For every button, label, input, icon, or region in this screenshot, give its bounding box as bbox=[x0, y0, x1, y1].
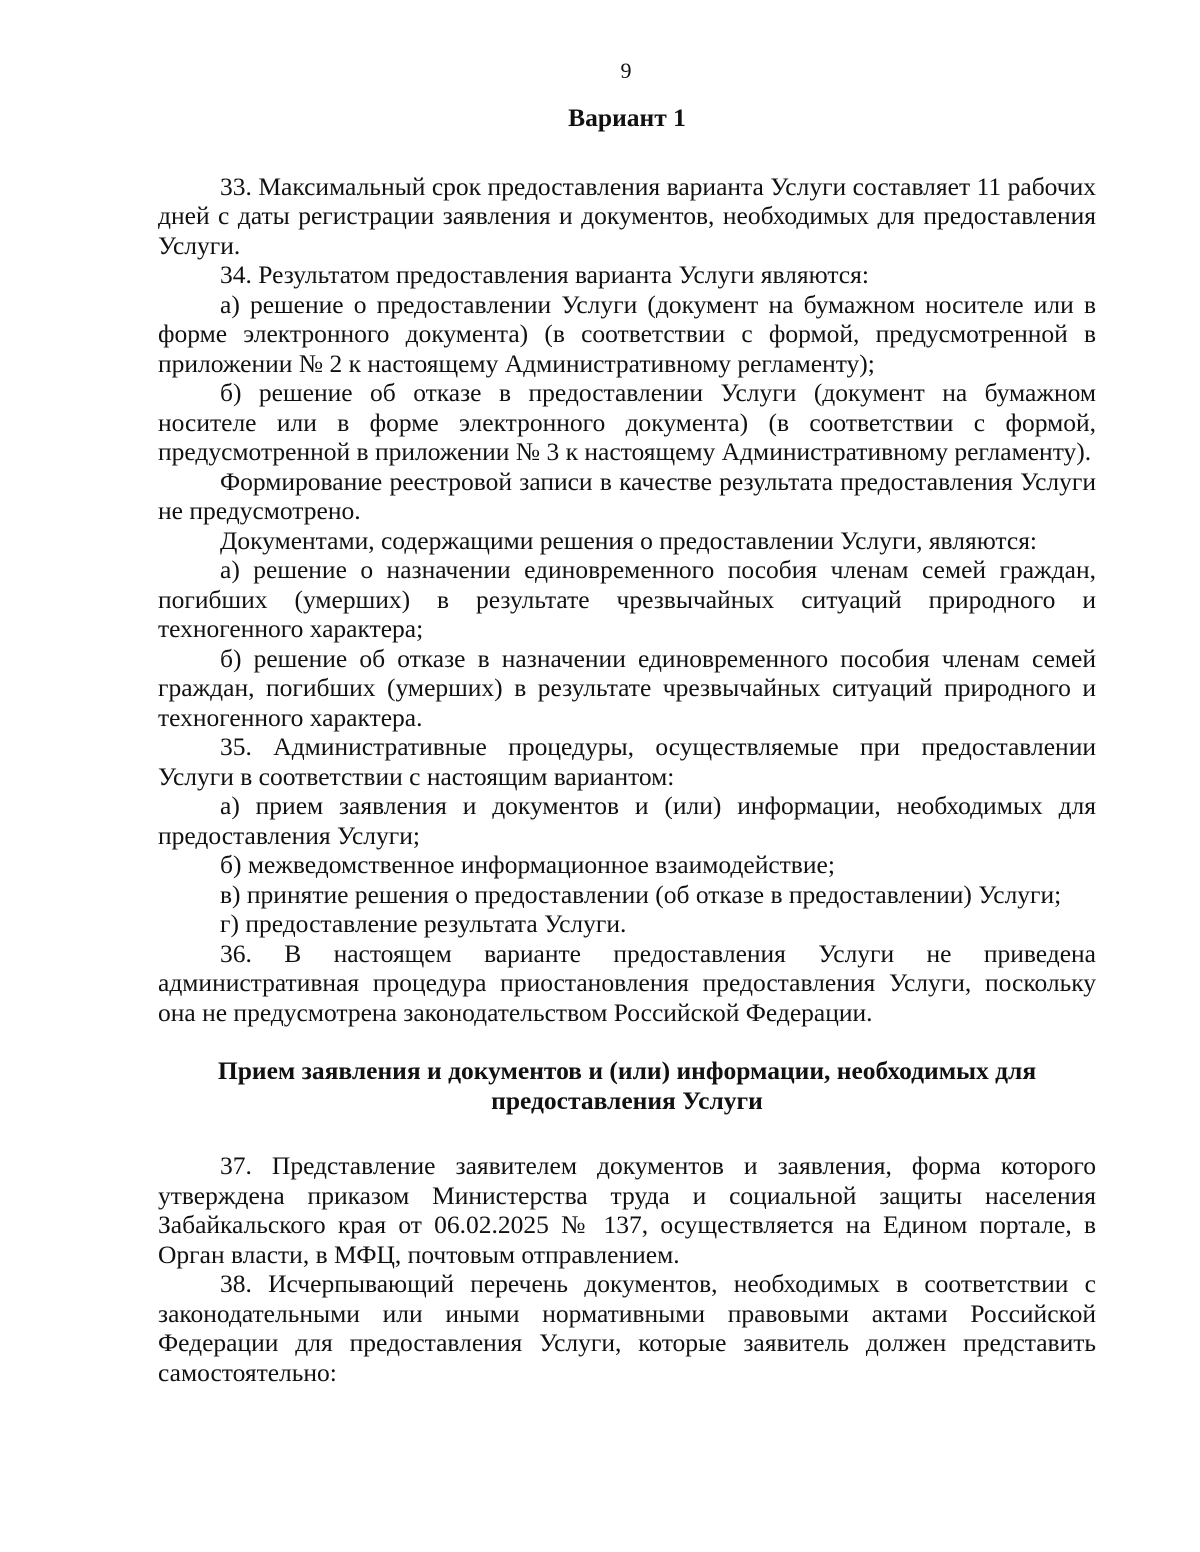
paragraph-35-d: г) предоставление результата Услуги. bbox=[220, 909, 627, 938]
paragraph-34-a: а) решение о предоставлении Услуги (документ на бумажном носителе или в форме электронного документа) (в соответствии с формой, предусмотренной в приложении № 2 к настоящему Административному регламенту); bbox=[158, 289, 1096, 378]
paragraph-36: 36. В настоящем варианте предоставления Услуги не приведена административная процедура приостановления предоставления Услуги, поскольку она не предусмотрена законодательством Российской Федерации. bbox=[158, 938, 1096, 1027]
paragraph-37: 37. Представление заявителем документов и заявления, форма которого утверждена приказом Министерства труда и социальной защиты населения Забайкальского края от 06.02.2025 № 137, осуществляется на Едином портале, в Орган власти, в МФЦ, почтовым отправлением. bbox=[158, 1151, 1096, 1269]
variant-1-section bbox=[158, 172, 1096, 1028]
section-heading: Прием заявления и документов и (или) информации, необходимых для предоставления Услуги bbox=[217, 1056, 1037, 1115]
paragraph-decision-b: б) решение об отказе в назначении единовременного пособия членам семей граждан, погибших (умерших) в результате чрезвычайных ситуаций природного и техногенного характера. bbox=[158, 643, 1096, 732]
paragraph-38: 38. Исчерпывающий перечень документов, необходимых в соответствии с законодательными или иными нормативными правовыми актами Российской Федерации для предоставления Услуги, которые заявитель должен представить самостоятельно: bbox=[158, 1269, 1096, 1387]
paragraph-35-b: б) межведомственное информационное взаимодействие; bbox=[220, 850, 835, 879]
paragraph-35: 35. Административные процедуры, осуществляемые при предоставлении Услуги в соответствии с настоящим вариантом: bbox=[158, 732, 1096, 791]
paragraph-33: 33. Максимальный срок предоставления варианта Услуги составляет 11 рабочих дней с даты регистрации заявления и документов, необходимых для предоставления Услуги. bbox=[158, 171, 1096, 260]
reception-section bbox=[158, 1151, 1096, 1387]
paragraph-registry-record: Формирование реестровой записи в качестве результата предоставления Услуги не предусмотрено. bbox=[158, 466, 1096, 525]
paragraph-decision-documents: Документами, содержащими решения о предоставлении Услуги, являются: bbox=[220, 525, 1038, 555]
document-body bbox=[158, 103, 1096, 1387]
paragraph-decision-a: а) решение о назначении единовременного пособия членам семей граждан, погибших (умерших) в результате чрезвычайных ситуаций природного и техногенного характера; bbox=[158, 555, 1096, 643]
page-number: 9 bbox=[620, 58, 632, 83]
paragraph-35-a: а) прием заявления и документов и (или) информации, необходимых для предоставления Услуги; bbox=[158, 791, 1096, 850]
paragraph-35-c: в) принятие решения о предоставлении (об отказе в предоставлении) Услуги; bbox=[220, 879, 1062, 909]
paragraph-34: 34. Результатом предоставления варианта Услуги являются: bbox=[220, 260, 869, 289]
variant-heading: Вариант 1 bbox=[568, 103, 686, 132]
paragraph-34-b: б) решение об отказе в предоставлении Услуги (документ на бумажном носителе или в форме электронного документа) (в соответствии с формой, предусмотренной в приложении № 3 к настоящему Административному регламенту). bbox=[158, 378, 1096, 466]
